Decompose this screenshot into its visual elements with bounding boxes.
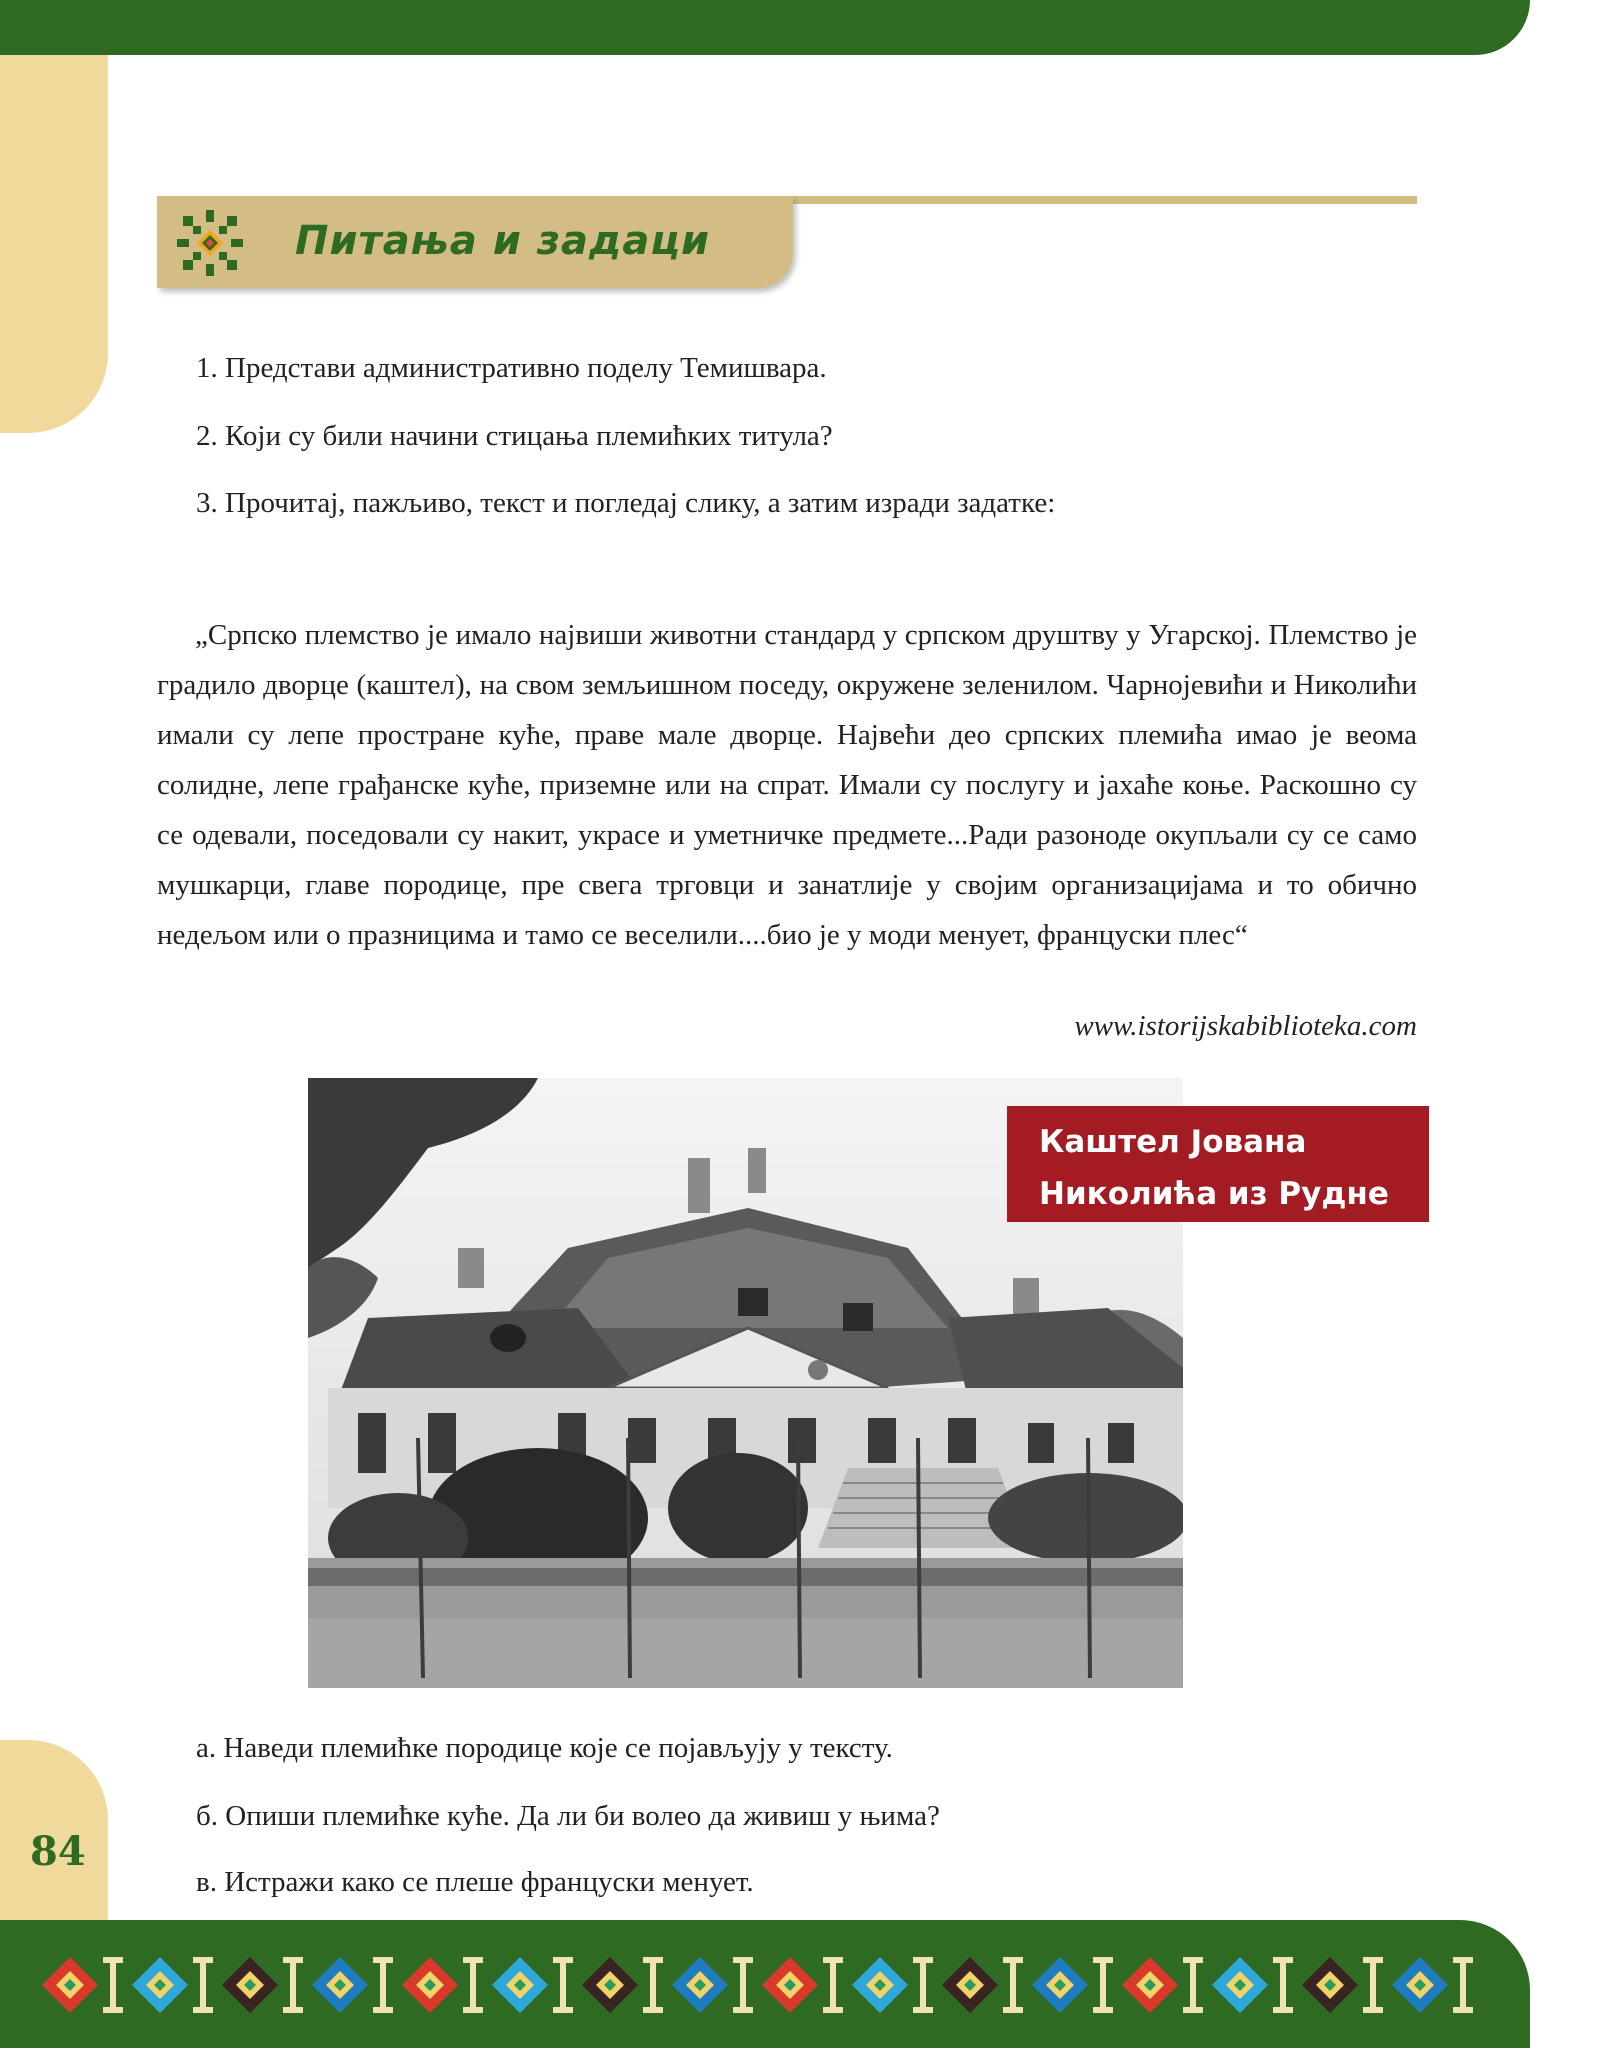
task-a: а. Наведи племићке породице које се појављују у тексту.: [196, 1732, 893, 1764]
quote-source: www.istorijskabiblioteka.com: [1074, 1010, 1417, 1042]
question-3: 3. Прочитај, пажљиво, текст и погледај слику, а затим изради задатке:: [196, 487, 1056, 519]
ornament-motif: [312, 1957, 368, 2013]
ornament-spacer: [1183, 1957, 1203, 2013]
task-b: б. Опиши племићке куће. Да ли би волео да живиш у њима?: [196, 1800, 940, 1832]
ornament-motif: [1212, 1957, 1268, 2013]
ornament-motif: [852, 1957, 908, 2013]
ornament-spacer: [283, 1957, 303, 2013]
ornament-motif: [582, 1957, 638, 2013]
ornament-spacer: [1453, 1957, 1473, 2013]
ornament-spacer: [193, 1957, 213, 2013]
quote-text: „Српско племство је имало највиши животни стандард у српском друштву у Угарској. Племство је градило дворце (каштел), на свом земљишном поседу, окружене зеленилом. Чарнојевићи и Николићи имали су лепе простране куће, праве мале дворце. Највећи део српских племића имао је веома солидне, лепе грађанске куће, приземне или на спрат. Имали су послугу и јахаће коње. Раскошно су се одевали, поседовали су накит, украсе и уметничке предмете...Ради разоноде окупљали су се само мушкарци, главе породице, пре свега трговци и занатлије у својим организацијама и то обично недељом или о празницима и тамо се веселили....био је у моди менует, француски плес“: [157, 619, 1417, 951]
folk-ornament-border: [30, 1940, 1510, 2030]
ornament-spacer: [1273, 1957, 1293, 2013]
ornament-spacer: [733, 1957, 753, 2013]
caption-line-2: Николића из Рудне: [1039, 1176, 1389, 1212]
ornament-motif: [1392, 1957, 1448, 2013]
ornament-spacer: [1093, 1957, 1113, 2013]
task-c: в. Истражи како се плеше француски менует.: [196, 1866, 754, 1898]
caption-line-1: Каштел Јована: [1039, 1124, 1307, 1160]
ornament-motif: [762, 1957, 818, 2013]
ornament-spacer: [1003, 1957, 1023, 2013]
ornament-spacer: [373, 1957, 393, 2013]
ornament-motif: [222, 1957, 278, 2013]
side-tab-top: [0, 55, 108, 433]
ornament-motif: [402, 1957, 458, 2013]
ornament-spacer: [913, 1957, 933, 2013]
ornament-spacer: [103, 1957, 123, 2013]
ornament-motif: [132, 1957, 188, 2013]
section-rule: [780, 196, 1417, 204]
section-header: [157, 196, 793, 288]
top-band: [0, 0, 1530, 55]
page-number: 84: [30, 1828, 86, 1875]
folk-ornament-icon: [175, 208, 245, 278]
question-2: 2. Који су били начини стицања племићких титула?: [196, 420, 833, 452]
ornament-motif: [1032, 1957, 1088, 2013]
ornament-spacer: [463, 1957, 483, 2013]
section-title: Питања и задаци: [295, 218, 710, 264]
ornament-motif: [42, 1957, 98, 2013]
ornament-motif: [942, 1957, 998, 2013]
ornament-motif: [672, 1957, 728, 2013]
ornament-motif: [1302, 1957, 1358, 2013]
photo-caption: [1007, 1106, 1429, 1222]
ornament-spacer: [643, 1957, 663, 2013]
ornament-motif: [492, 1957, 548, 2013]
ornament-motif: [1122, 1957, 1178, 2013]
ornament-spacer: [553, 1957, 573, 2013]
ornament-spacer: [823, 1957, 843, 2013]
ornament-spacer: [1363, 1957, 1383, 2013]
question-1: 1. Представи административно поделу Темишвара.: [196, 352, 827, 384]
